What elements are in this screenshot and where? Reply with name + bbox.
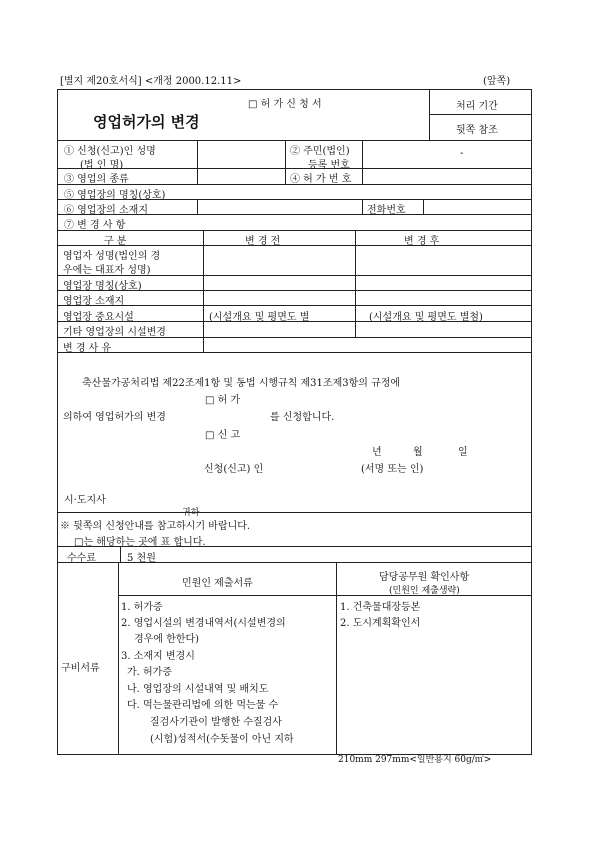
- applicant-name-sublabel: (법 인 명): [80, 160, 124, 171]
- civil-document-item: 1. 허가증: [121, 602, 163, 613]
- change-before-field[interactable]: (시설개요 및 평면도 별: [209, 312, 310, 323]
- declaration-text: 의하여 영업허가의 변경: [63, 412, 166, 423]
- change-row-label: 영업장 명칭(상호): [63, 281, 142, 292]
- change-row-label: 영업장 소재지: [63, 296, 125, 307]
- applicant-name-label: ① 신청(신고)인 성명: [64, 146, 156, 157]
- declaration-text: 축산물가공처리법 제22조제1항 및 동법 시행규칙 제31조제3항의 규정에: [82, 378, 401, 389]
- recipient-label: 시·도지사: [64, 495, 106, 506]
- column-before: 변 경 전: [245, 236, 281, 247]
- civil-document-item: (시험)성적서(수돗물이 아닌 지하: [150, 734, 294, 745]
- note-checkbox-instruction: □는 해당하는 곳에 표 합니다.: [74, 537, 206, 548]
- official-document-item: 2. 도시계획확인서: [340, 618, 421, 629]
- changes-section-label: ⑦ 변 경 사 항: [64, 220, 126, 231]
- civil-documents-header: 민원인 제출서류: [182, 578, 253, 589]
- signature-field[interactable]: (서명 또는 인): [361, 464, 424, 475]
- column-category: 구 분: [104, 236, 127, 247]
- fee-value: 5 천원: [127, 553, 156, 564]
- civil-document-item: 가. 허가증: [127, 667, 172, 678]
- change-row-sublabel: 우에는 대표자 성명): [63, 265, 151, 276]
- required-documents-label: 구비서류: [61, 663, 100, 674]
- page-title: 영업허가의 변경: [93, 113, 200, 131]
- rrn-label: ② 주민(법인): [290, 146, 350, 157]
- fee-label: 수수료: [67, 553, 96, 564]
- column-after: 변 경 후: [404, 236, 440, 247]
- doc-type-checkbox[interactable]: □ 허 가 신 청 서: [248, 99, 322, 110]
- official-document-item: 1. 건축물대장등본: [340, 602, 421, 613]
- change-row-label: 기타 영업장의 시설변경: [63, 327, 166, 338]
- form-number: [별지 제20호서식] <개정 2000.12.11>: [60, 76, 242, 87]
- business-name-label: ⑤ 영업장의 명칭(상호): [64, 190, 166, 201]
- recipient-suffix: 귀하: [182, 508, 200, 518]
- report-checkbox[interactable]: □ 신 고: [205, 430, 241, 441]
- change-row-label: 영업자 성명(법인의 경: [63, 251, 161, 262]
- date-day: 일: [458, 447, 468, 458]
- business-address-label: ⑥ 영업장의 소재지: [64, 205, 148, 216]
- change-after-field[interactable]: (시설개요 및 평면도 별첨): [369, 312, 483, 323]
- rrn-sublabel: 등록 번호: [308, 160, 350, 171]
- official-check-header: 담당공무원 확인사항: [379, 572, 470, 583]
- date-month: 월: [413, 447, 423, 458]
- change-row-label: 영업장 중요시설: [63, 312, 134, 323]
- rrn-field[interactable]: -: [460, 148, 464, 159]
- civil-document-item: 3. 소재지 변경시: [121, 651, 195, 662]
- phone-label: 전화번호: [367, 205, 406, 216]
- date-year: 년: [372, 447, 382, 458]
- civil-document-item: 경우에 한한다): [134, 634, 200, 645]
- processing-period-label: 처리 기간: [456, 101, 498, 112]
- civil-document-item: 2. 영업시설의 변경내역서(시설변경의: [121, 618, 286, 629]
- change-reason-label: 변 경 사 유: [63, 343, 112, 354]
- note-guidance: ※ 뒷쪽의 신청안내를 참고하시기 바랍니다.: [60, 521, 251, 532]
- declaration-text: 를 신청합니다.: [270, 412, 335, 423]
- civil-document-item: 다. 먹는물관리법에 의한 먹는물 수: [127, 700, 279, 711]
- applicant-signature-label: 신청(신고) 인: [204, 464, 264, 475]
- permit-number-label: ④ 허 가 번 호: [290, 174, 352, 185]
- paper-spec: 210mm 297mm<일반용지 60g/㎡>: [338, 755, 492, 765]
- civil-document-item: 나. 영업장의 시설내역 및 배치도: [127, 684, 269, 695]
- business-type-label: ③ 영업의 종류: [64, 174, 129, 185]
- page-side-label: (앞쪽): [483, 76, 511, 87]
- permit-checkbox[interactable]: □ 허 가: [205, 395, 241, 406]
- official-check-subheader: (민원인 제출생략): [389, 586, 460, 596]
- processing-period-value: 뒷쪽 참조: [456, 125, 498, 136]
- civil-document-item: 질검사기관이 발행한 수질검사: [150, 717, 282, 728]
